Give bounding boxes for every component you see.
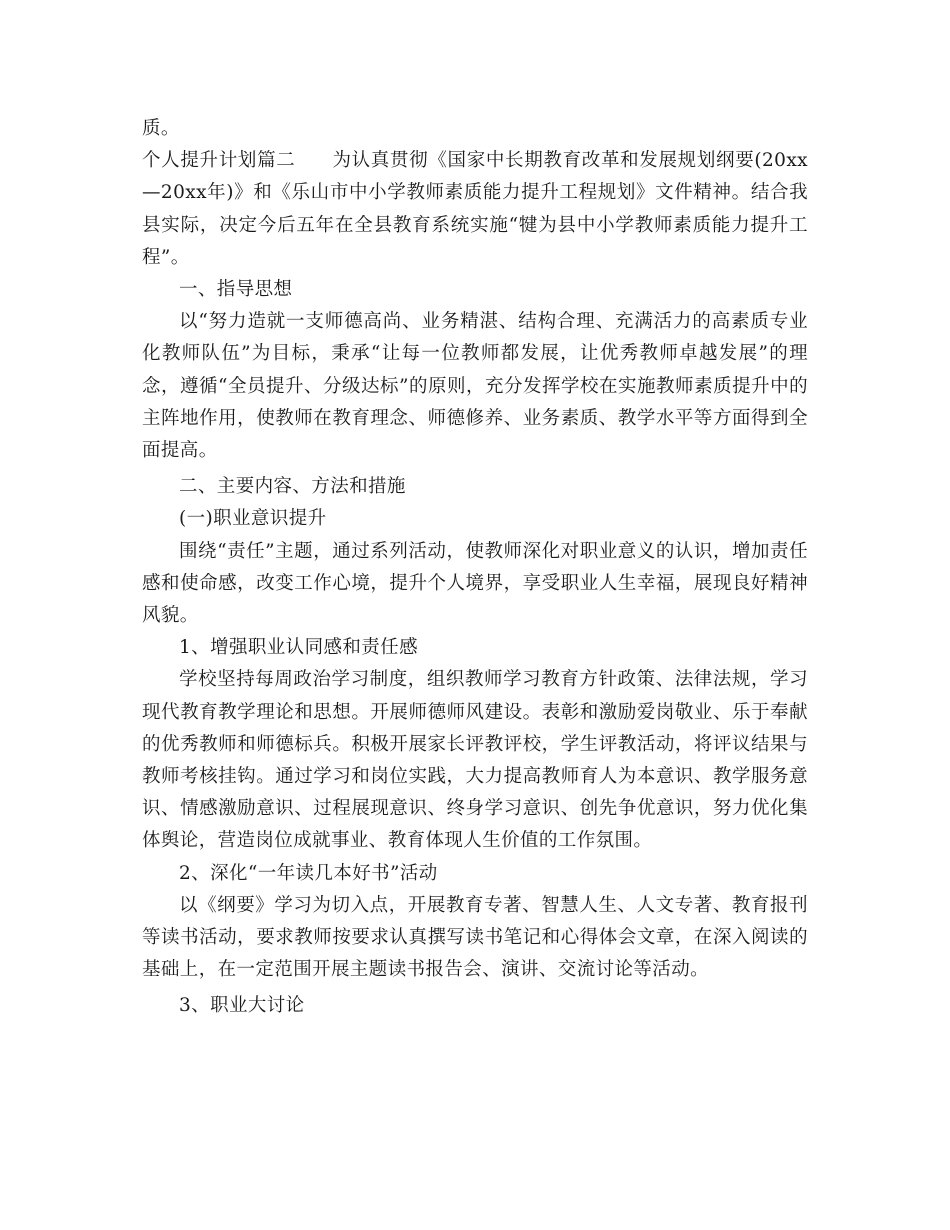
paragraph-guiding-thought: 以“努力造就一支师德高尚、业务精湛、结构合理、充满活力的高素质专业化教师队伍”为目标，秉承“让每一位教师都发展，让优秀教师卓越发展”的理念，遵循“全员提升、分级达标”的原则，充分发挥学校在实施教师素质提升中的主阵地作用，使教师在教育理念、师德修养、业务素质、教学水平等方面得到全面提高。 — [142, 311, 808, 462]
heading-career-identity: 1、增强职业认同感和责任感 — [179, 637, 418, 659]
heading-career-awareness: (一)职业意识提升 — [179, 508, 327, 530]
paragraph-career-identity: 学校坚持每周政治学习制度，组织教师学习教育方针政策、法律法规，学习现代教育教学理论和思想。开展师德师风建设。表彰和激励爱岗敬业、乐于奉献的优秀教师和师德标兵。积极开展家长评教评校，学生评教活动，将评议结果与教师考核挂钩。通过学习和岗位实践，大力提高教师育人为本意识、教学服务意识、情感激励意识、过程展现意识、终身学习意识、创先争优意识，努力优化集体舆论，营造岗位成就事业、教育体现人生价值的工作氛围。 — [142, 669, 808, 852]
intro-label: 个人提升计划篇二 — [142, 150, 296, 172]
paragraph-career-awareness: 围绕“责任”主题，通过系列活动，使教师深化对职业意义的认识，增加责任感和使命感，改变工作心境，提升个人境界，享受职业人生幸福，展现良好精神风貌。 — [142, 540, 808, 627]
heading-reading-activity: 2、深化“一年读几本好书”活动 — [179, 862, 438, 884]
intro-paragraph — [142, 145, 808, 274]
heading-guiding-thought: 一、指导思想 — [179, 279, 293, 301]
intro-text: 为认真贯彻《国家中长期教育改革和发展规划纲要(20xx—20xx年)》和《乐山市中小学教师素质能力提升工程规划》文件精神。结合我县实际，决定今后五年在全县教育系统实施“犍为县中小学教师素质能力提升工程”。 — [142, 150, 808, 268]
lead-fragment: 质。 — [142, 118, 180, 139]
paragraph-reading-activity: 以《纲要》学习为切入点，开展教育专著、智慧人生、人文专著、教育报刊等读书活动，要求教师按要求认真撰写读书笔记和心得体会文章，在深入阅读的基础上，在一定范围开展主题读书报告会、演讲、交流讨论等活动。 — [142, 894, 808, 981]
heading-career-discussion: 3、职业大讨论 — [179, 995, 305, 1017]
document-page — [142, 113, 808, 1023]
heading-main-content: 二、主要内容、方法和措施 — [179, 476, 406, 498]
